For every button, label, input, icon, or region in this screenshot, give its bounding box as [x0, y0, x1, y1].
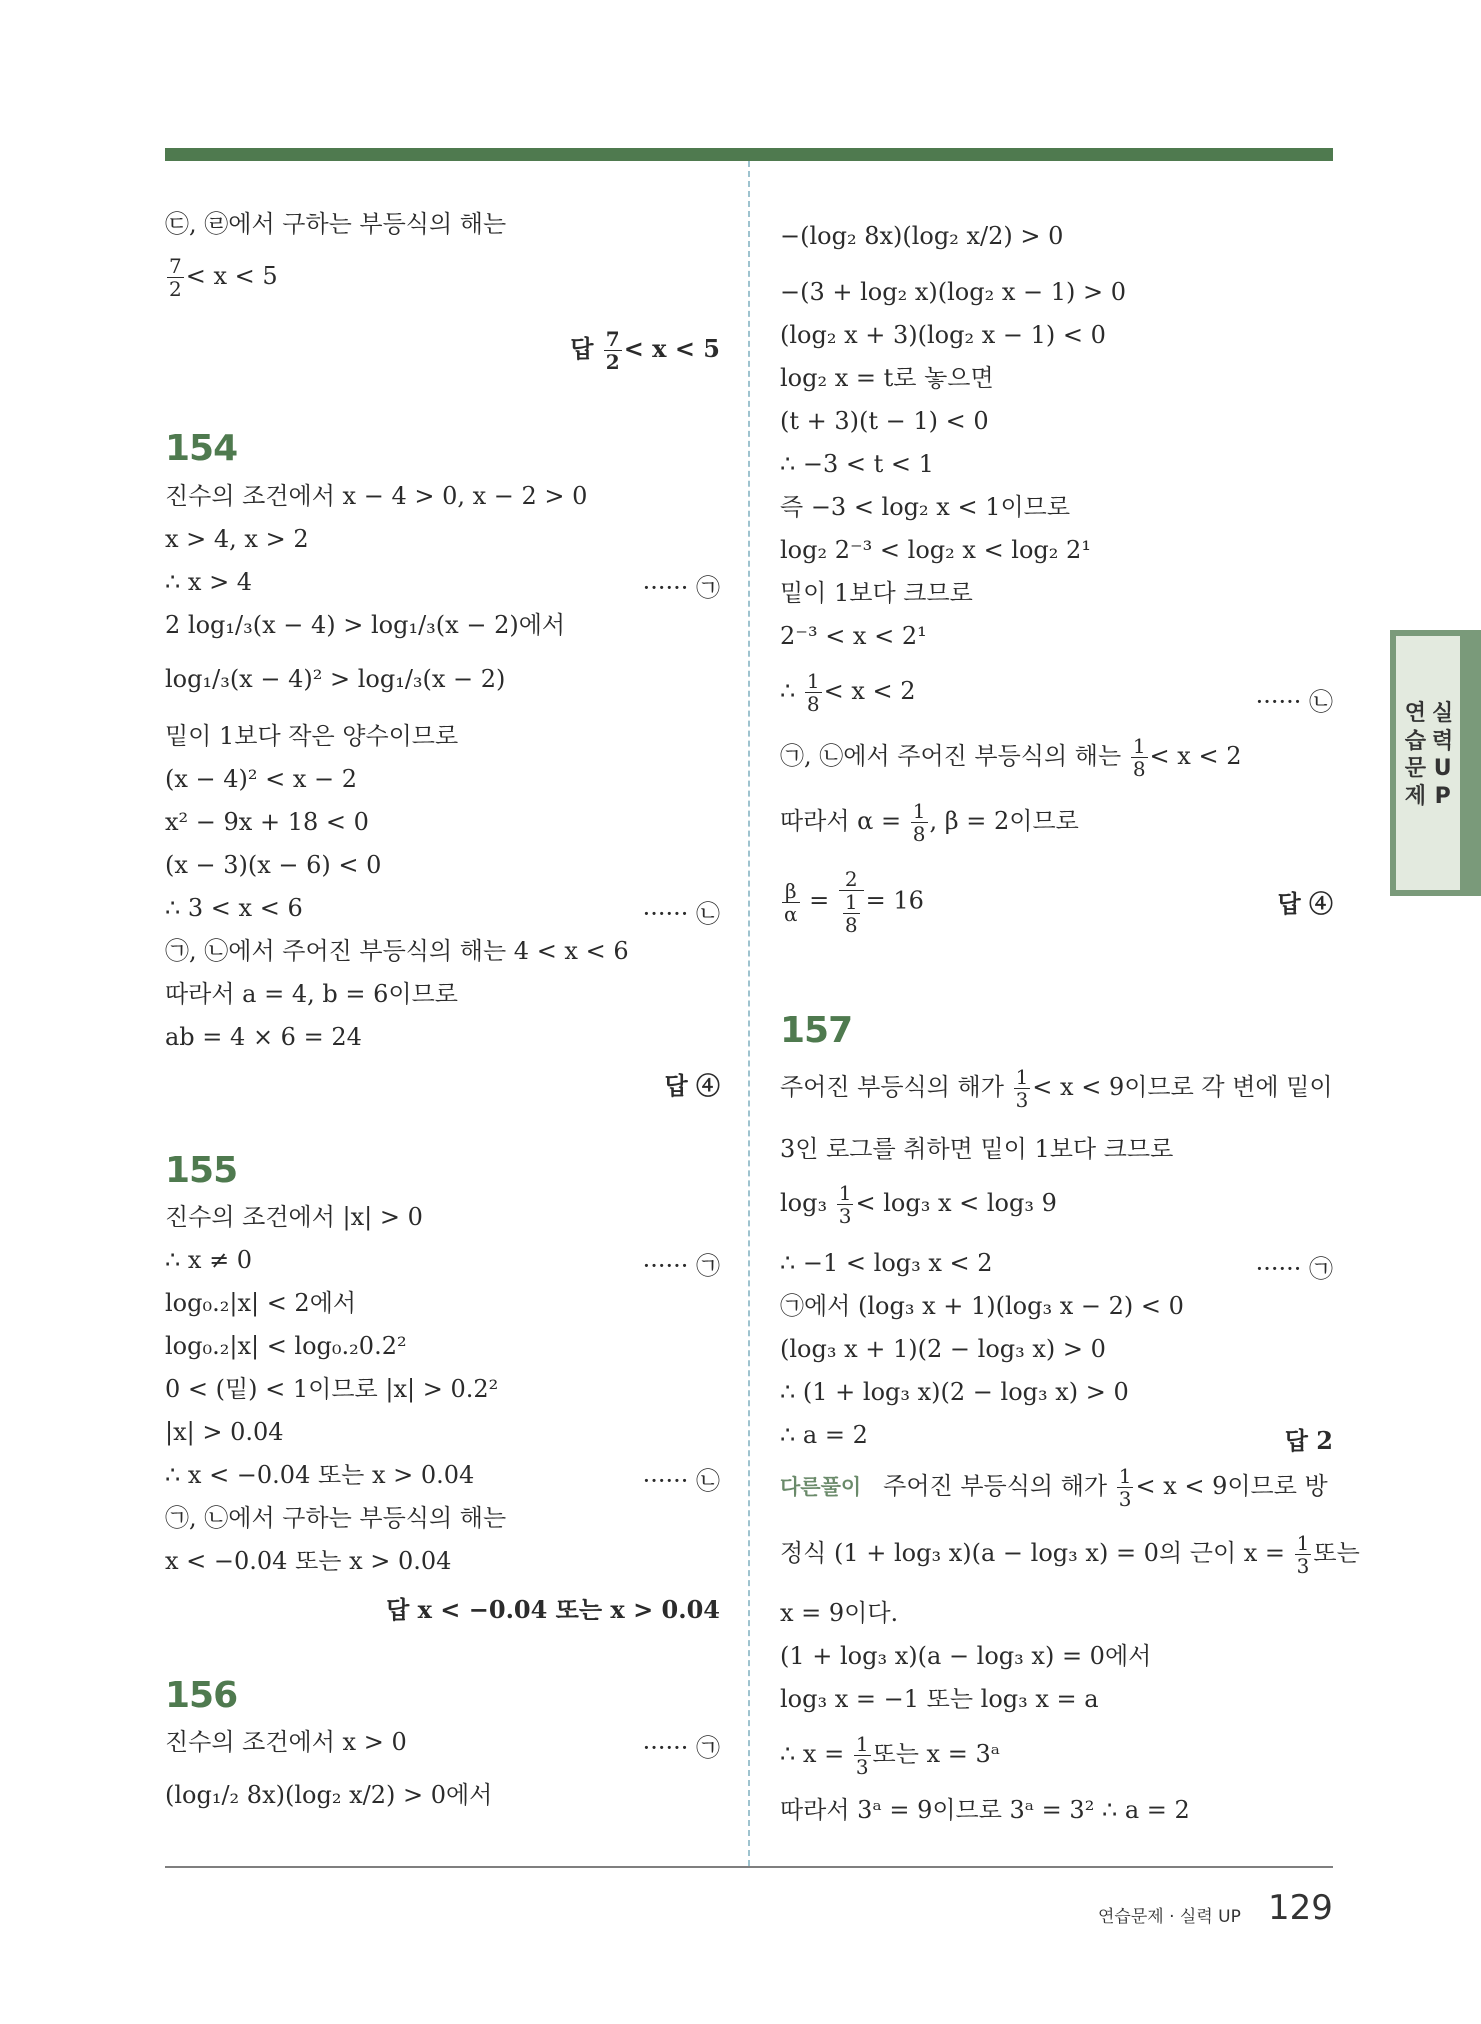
text-line: ∴ a = 2 — [780, 1421, 868, 1449]
text-line: −(3 + log₂ x)(log₂ x − 1) > 0 — [780, 278, 1127, 306]
problem-number: 154 — [165, 428, 238, 469]
text-line: x < −0.04 또는 x > 0.04 — [165, 1547, 452, 1575]
marker: ······ ㉡ — [642, 1467, 720, 1495]
footer-line — [165, 1866, 1333, 1868]
text-line: ∴ 3 < x < 6 — [165, 894, 303, 922]
text-line: ∴ x < −0.04 또는 x > 0.04 — [165, 1461, 475, 1489]
text-line: |x| > 0.04 — [165, 1418, 284, 1446]
text-line: −(log₂ 8x)(log₂ x/2) > 0 — [780, 222, 1064, 250]
text-line: ab = 4 × 6 = 24 — [165, 1023, 362, 1051]
text-line: ㉠, ㉡에서 구하는 부등식의 해는 — [165, 1504, 507, 1532]
alt-solution-label: 다른풀이 — [780, 1475, 862, 1499]
marker: ······ ㉠ — [1255, 1255, 1333, 1283]
text-line: log₁/₃(x − 4)² > log₁/₃(x − 2) — [165, 665, 506, 693]
text-line: ∴ −3 < t < 1 — [780, 450, 934, 478]
marker: ······ ㉡ — [1255, 688, 1333, 716]
text-line: (log₂ x + 3)(log₂ x − 1) < 0 — [780, 321, 1106, 349]
text-line: 즉 −3 < log₂ x < 1이므로 — [780, 493, 1071, 521]
text-line: 3인 로그를 취하면 밑이 1보다 크므로 — [780, 1135, 1174, 1163]
text-line: (t + 3)(t − 1) < 0 — [780, 407, 989, 435]
text-line: x² − 9x + 18 < 0 — [165, 808, 369, 836]
marker: ······ ㉠ — [642, 574, 720, 602]
text-line: ∴ −1 < log₃ x < 2 — [780, 1249, 993, 1277]
text-line: (x − 3)(x − 6) < 0 — [165, 851, 382, 879]
text-line: (1 + log₃ x)(a − log₃ x) = 0에서 — [780, 1642, 1152, 1670]
text-line: 따라서 α = $\frac{1}{8}$ , β = 2이므로 — [780, 799, 1079, 846]
text-line: x = 9이다. — [780, 1599, 899, 1627]
top-green-bar — [165, 148, 1333, 161]
text-line: 따라서 3ᵃ = 9이므로 3ᵃ = 3² ∴ a = 2 — [780, 1796, 1190, 1824]
fraction: $\frac{7}{2}$ — [169, 254, 182, 301]
text-line: x > 4, x > 2 — [165, 525, 309, 553]
problem-number: 157 — [780, 1010, 853, 1051]
text-line: (log₃ x + 1)(2 − log₃ x) > 0 — [780, 1335, 1106, 1363]
text-line: 따라서 a = 4, b = 6이므로 — [165, 980, 458, 1008]
text-line: ㉠에서 (log₃ x + 1)(log₃ x − 2) < 0 — [780, 1292, 1184, 1320]
problem-number: 155 — [165, 1150, 238, 1191]
marker: ······ ㉠ — [642, 1734, 720, 1762]
answer-155: 답 x < −0.04 또는 x > 0.04 — [386, 1595, 720, 1624]
text-line: (x − 4)² < x − 2 — [165, 765, 358, 793]
text-line: ∴ x ≠ 0 — [165, 1246, 253, 1274]
text-line: log₂ x = t로 놓으면 — [780, 364, 994, 392]
answer-157: 답 2 — [1284, 1426, 1333, 1455]
text-line: ∴ $\frac{1}{8}$ < x < 2 — [780, 669, 916, 716]
page-number: 129 — [1268, 1888, 1333, 1928]
text-line: 0 < (밑) < 1이므로 |x| > 0.2² — [165, 1375, 499, 1403]
footer-label: 연습문제 · 실력 UP — [1098, 1907, 1241, 1927]
text-line: ㉠, ㉡에서 주어진 부등식의 해는 $\frac{1}{8}$ < x < 2 — [780, 734, 1242, 781]
text-line: ㉢, ㉣에서 구하는 부등식의 해는 — [165, 210, 507, 238]
marker: ······ ㉠ — [642, 1252, 720, 1280]
text-line: ∴ x = $\frac{1}{3}$ 또는 x = 3ᵃ — [780, 1732, 1000, 1779]
text-line: log₀.₂|x| < 2에서 — [165, 1289, 357, 1317]
text-line: log₀.₂|x| < log₀.₂0.2² — [165, 1332, 407, 1360]
text-line: 주어진 부등식의 해가 $\frac{1}{3}$ < x < 9이므로 각 변에 밑이 — [780, 1065, 1333, 1112]
text-line: ∴ (1 + log₃ x)(2 − log₃ x) > 0 — [780, 1378, 1129, 1406]
text-line: 정식 (1 + log₃ x)(a − log₃ x) = 0의 근이 x = $\frac{1}{3}$ 또는 — [780, 1531, 1360, 1578]
text-line: 진수의 조건에서 x − 4 > 0, x − 2 > 0 — [165, 482, 588, 510]
text-line: 2⁻³ < x < 2¹ — [780, 622, 927, 650]
text-line: 2 log₁/₃(x − 4) > log₁/₃(x − 2)에서 — [165, 611, 566, 639]
marker: ······ ㉡ — [642, 900, 720, 928]
text-line: log₃ x = −1 또는 log₃ x = a — [780, 1685, 1099, 1713]
alt-solution-line: 다른풀이 주어진 부등식의 해가 $\frac{1}{3}$ < x < 9이므로 방 — [780, 1464, 1328, 1511]
text-line: 진수의 조건에서 |x| > 0 — [165, 1203, 423, 1231]
problem-number: 156 — [165, 1675, 238, 1716]
text-line: ㉠, ㉡에서 주어진 부등식의 해는 4 < x < 6 — [165, 937, 629, 965]
answer-156: 답 ④ — [1277, 889, 1333, 918]
text-line: 밑이 1보다 크므로 — [780, 579, 973, 607]
text-line: (log₁/₂ 8x)(log₂ x/2) > 0에서 — [165, 1781, 493, 1809]
text-line: $\frac{\beta}{\alpha}$ = $\frac{2}{\frac{1}{8}}$ = 16 — [784, 867, 924, 937]
text-line: 밑이 1보다 작은 양수이므로 — [165, 722, 459, 750]
side-tab-label: 연 습 문 제 실 력 U P — [1404, 701, 1454, 809]
solution-range: $\frac{7}{2}$ < x < 5 — [169, 254, 278, 301]
text-line: log₂ 2⁻³ < log₂ x < log₂ 2¹ — [780, 536, 1091, 564]
answer-154: 답 ④ — [664, 1071, 720, 1100]
column-divider — [748, 161, 750, 1866]
text-line: log₃ $\frac{1}{3}$ < log₃ x < log₃ 9 — [780, 1181, 1057, 1228]
answer-152: 답 $\frac{7}{2}$ < x < 5 — [570, 327, 720, 374]
text-line: 진수의 조건에서 x > 0 — [165, 1728, 407, 1756]
text-line: ∴ x > 4 — [165, 568, 253, 596]
